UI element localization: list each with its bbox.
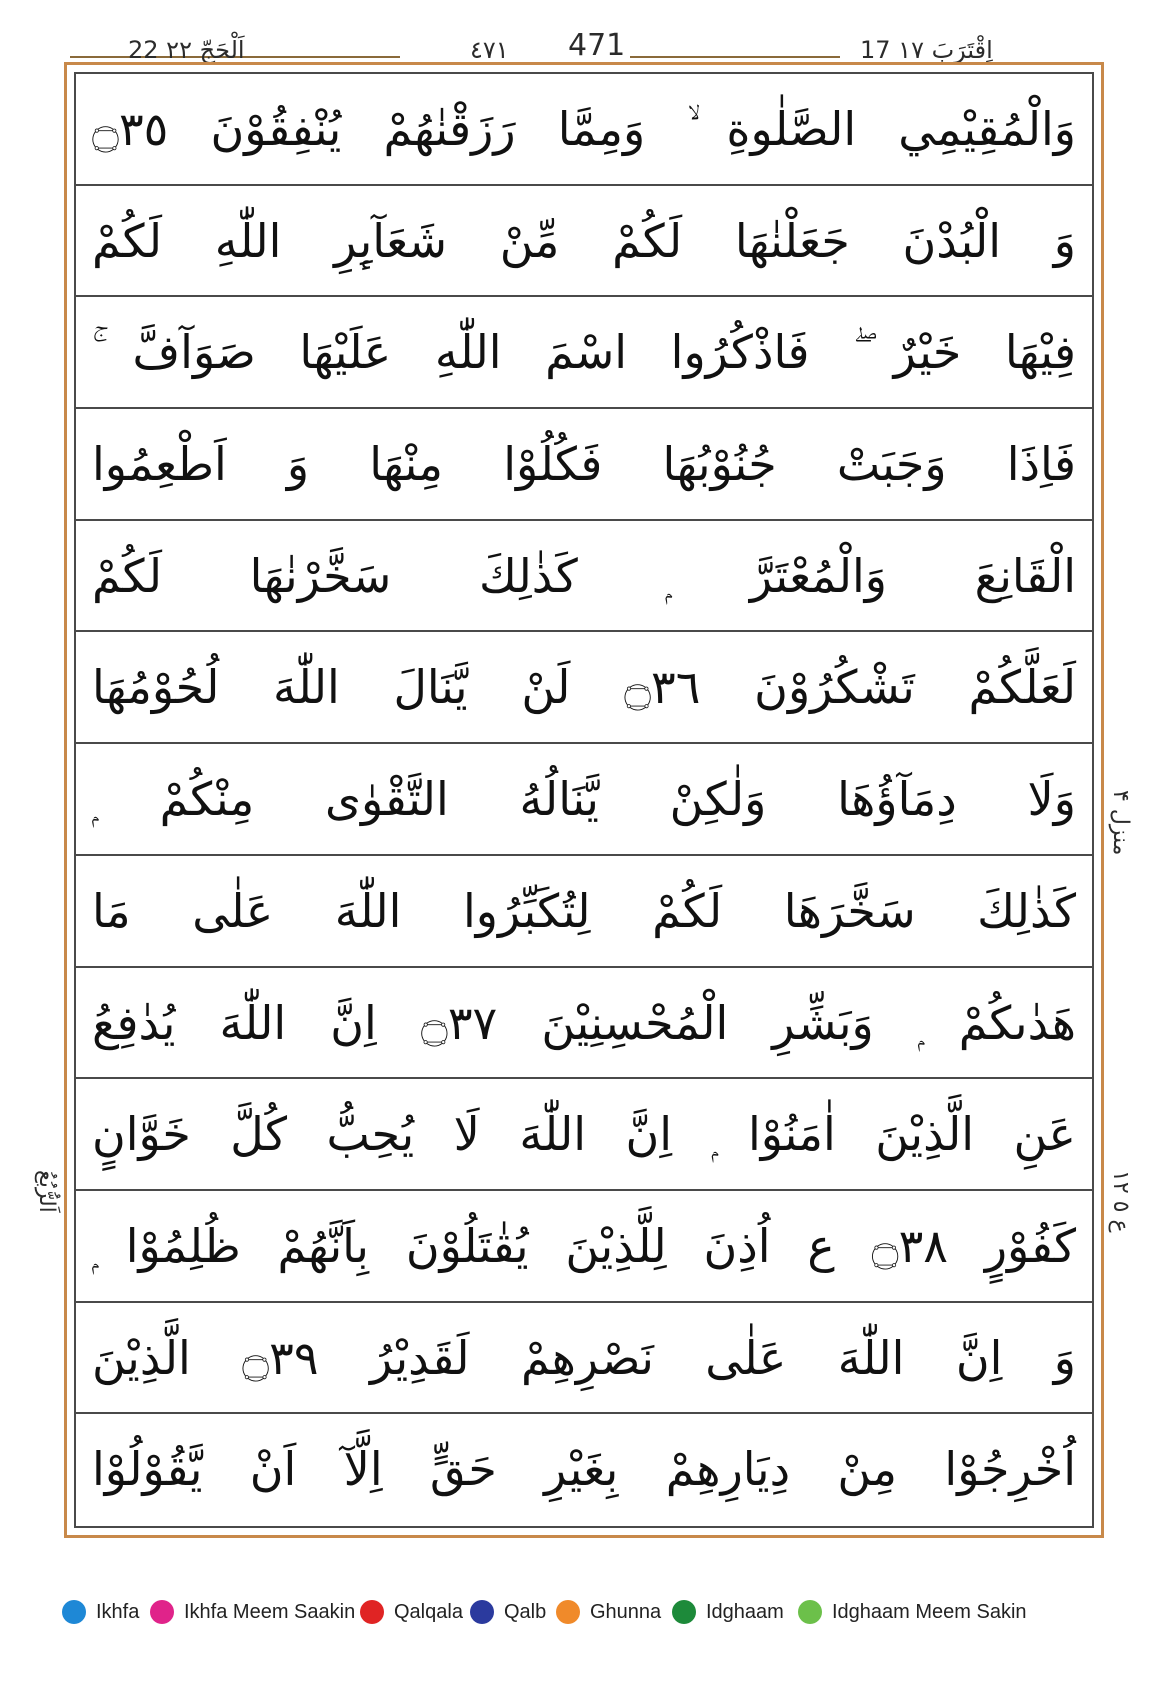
text-line: فِيْهَا خَيْرٌ ۖ فَاذْكُرُوا اسْمَ اللّٰهِ عَلَيْهَا صَوَآفَّ ۚ <box>76 297 1092 409</box>
text-line: الْقَانِعَ وَالْمُعْتَرَّ ۭ كَذٰلِكَ سَخَّرْنٰهَا لَكُمْ <box>76 521 1092 633</box>
chapter-name: 22 اَلْحَجّ ٢٢ <box>128 36 245 64</box>
legend-label: Idghaam Meem Sakin <box>832 1600 1027 1623</box>
ikhfa-color-dot <box>62 1600 86 1624</box>
tajweed-legend <box>0 1600 1162 1640</box>
section-marker: اَلرُّبُعُ <box>34 1170 59 1213</box>
text-line: وَالْمُقِيْمِي الصَّلٰوةِ ۙ وَمِمَّا رَزَقْنٰهُمْ يُنْفِقُوْنَ ۝٣٥ <box>76 74 1092 186</box>
juz-name: 17 اِقْتَرَبَ ١٧ <box>860 36 993 64</box>
legend-label: Qalqala <box>394 1600 463 1623</box>
idghaam-meem-color-dot <box>798 1600 822 1624</box>
ikhfa-meem-color-dot <box>150 1600 174 1624</box>
quran-text-block <box>76 74 1092 1526</box>
legend-label: Idghaam <box>706 1600 784 1623</box>
text-line: عَنِ الَّذِيْنَ اٰمَنُوْا ۭ اِنَّ اللّٰهَ لَا يُحِبُّ كُلَّ خَوَّانٍ <box>76 1079 1092 1191</box>
legend-label: Ghunna <box>590 1600 662 1623</box>
ghunna-color-dot <box>556 1600 580 1624</box>
legend-item-qalb <box>470 1600 546 1624</box>
header-rule-right <box>630 56 840 58</box>
legend-item-qalqala <box>360 1600 463 1624</box>
legend-item-idghaam-meem-sakin <box>798 1600 1027 1624</box>
manzil-label: منزل ۴ <box>1108 790 1133 856</box>
legend-item-ikhfa <box>62 1600 139 1624</box>
text-line: اُخْرِجُوْا مِنْ دِيَارِهِمْ بِغَيْرِ حَقٍّ اِلَّآ اَنْ يَّقُوْلُوْا <box>92 1442 1076 1497</box>
page-number: 471 <box>568 28 626 63</box>
qalqala-color-dot <box>360 1600 384 1624</box>
legend-item-ikhfa-meem-saakin <box>150 1600 355 1624</box>
text-line: هَدٰىكُمْ ۭ وَبَشِّرِ الْمُحْسِنِيْنَ ۝٣٧ اِنَّ اللّٰهَ يُدٰفِعُ <box>76 968 1092 1080</box>
idghaam-color-dot <box>672 1600 696 1624</box>
legend-label: Qalb <box>504 1600 547 1623</box>
text-line: وَ اِنَّ اللّٰهَ عَلٰى نَصْرِهِمْ لَقَدِيْرُ ۝٣٩ الَّذِيْنَ <box>76 1303 1092 1415</box>
text-line: كَذٰلِكَ سَخَّرَهَا لَكُمْ لِتُكَبِّرُوا اللّٰهَ عَلٰى مَا <box>76 856 1092 968</box>
legend-item-ghunna <box>556 1600 661 1624</box>
text-line: وَلَا دِمَآؤُهَا وَلٰكِنْ يَّنَالُهُ التَّقْوٰى مِنْكُمْ ۭ <box>76 744 1092 856</box>
ruku-marker: ع ٥ ١٢ <box>1108 1170 1133 1233</box>
text-line: وَ الْبُدْنَ جَعَلْنٰهَا لَكُمْ مِّنْ شَعَآىِٕرِ اللّٰهِ لَكُمْ <box>76 186 1092 298</box>
legend-item-idghaam <box>672 1600 784 1624</box>
text-line: كَفُوْرٍ ۝٣٨ ع اُذِنَ لِلَّذِيْنَ يُقٰتَلُوْنَ بِاَنَّهُمْ ظُلِمُوْا ۭ <box>76 1191 1092 1303</box>
text-line: لَعَلَّكُمْ تَشْكُرُوْنَ ۝٣٦ لَنْ يَّنَالَ اللّٰهَ لُحُوْمُهَا <box>76 632 1092 744</box>
legend-label: Ikhfa <box>96 1600 140 1623</box>
page-number-arabic: ٤٧١ <box>470 36 509 64</box>
page-header <box>0 0 1162 70</box>
qalb-color-dot <box>470 1600 494 1624</box>
text-line: فَاِذَا وَجَبَتْ جُنُوْبُهَا فَكُلُوْا مِنْهَا وَ اَطْعِمُوا <box>76 409 1092 521</box>
legend-label: Ikhfa Meem Saakin <box>184 1600 356 1623</box>
